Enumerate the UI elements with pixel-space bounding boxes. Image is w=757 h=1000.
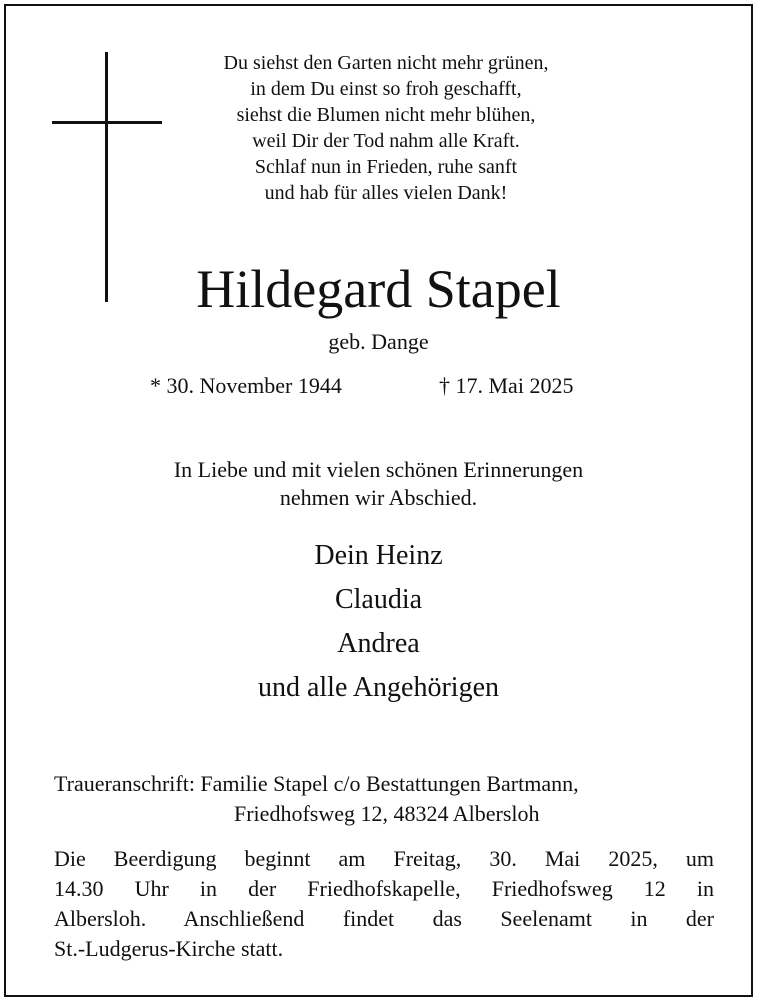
- poem: [136, 50, 636, 206]
- farewell-line: In Liebe und mit vielen schönen Erinnerungen: [173, 457, 584, 482]
- address-line: Traueranschrift: Familie Stapel c/o Bestattungen Bartmann,: [54, 771, 579, 796]
- birth-date: * 30. November 1944: [150, 373, 342, 398]
- funeral-line: St.-Ludgerus-Kirche statt.: [54, 936, 284, 961]
- farewell-text: [6, 456, 751, 512]
- deceased-name: Hildegard Stapel: [196, 259, 561, 319]
- funeral-line: Die Beerdigung beginnt am Freitag, 30. Mai 2025, um: [54, 846, 714, 871]
- mourner: Dein Heinz: [314, 540, 443, 571]
- poem-line: und hab für alles vielen Dank!: [264, 182, 508, 204]
- mourner: und alle Angehörigen: [257, 672, 500, 703]
- mourners: [6, 534, 751, 710]
- poem-line: Du siehst den Garten nicht mehr grünen,: [223, 52, 549, 74]
- mourner: Claudia: [334, 584, 423, 615]
- funeral-info: [54, 844, 714, 964]
- farewell-line: nehmen wir Abschied.: [279, 485, 478, 510]
- mourner: Andrea: [337, 628, 420, 659]
- mourning-address: [54, 769, 579, 829]
- obituary-frame: [4, 4, 753, 997]
- poem-line: Schlaf nun in Frieden, ruhe sanft: [254, 156, 518, 178]
- death-date: † 17. Mai 2025: [439, 373, 574, 398]
- poem-line: siehst die Blumen nicht mehr blühen,: [236, 104, 536, 126]
- funeral-line: Albersloh. Anschließend findet das Seelenamt in der: [54, 906, 714, 931]
- funeral-line: 14.30 Uhr in der Friedhofskapelle, Friedhofsweg 12 in: [54, 876, 714, 901]
- maiden-name: geb. Dange: [328, 329, 429, 354]
- poem-line: in dem Du einst so froh geschafft,: [250, 78, 522, 100]
- address-line: Friedhofsweg 12, 48324 Albersloh: [234, 801, 540, 826]
- poem-line: weil Dir der Tod nahm alle Kraft.: [252, 130, 520, 152]
